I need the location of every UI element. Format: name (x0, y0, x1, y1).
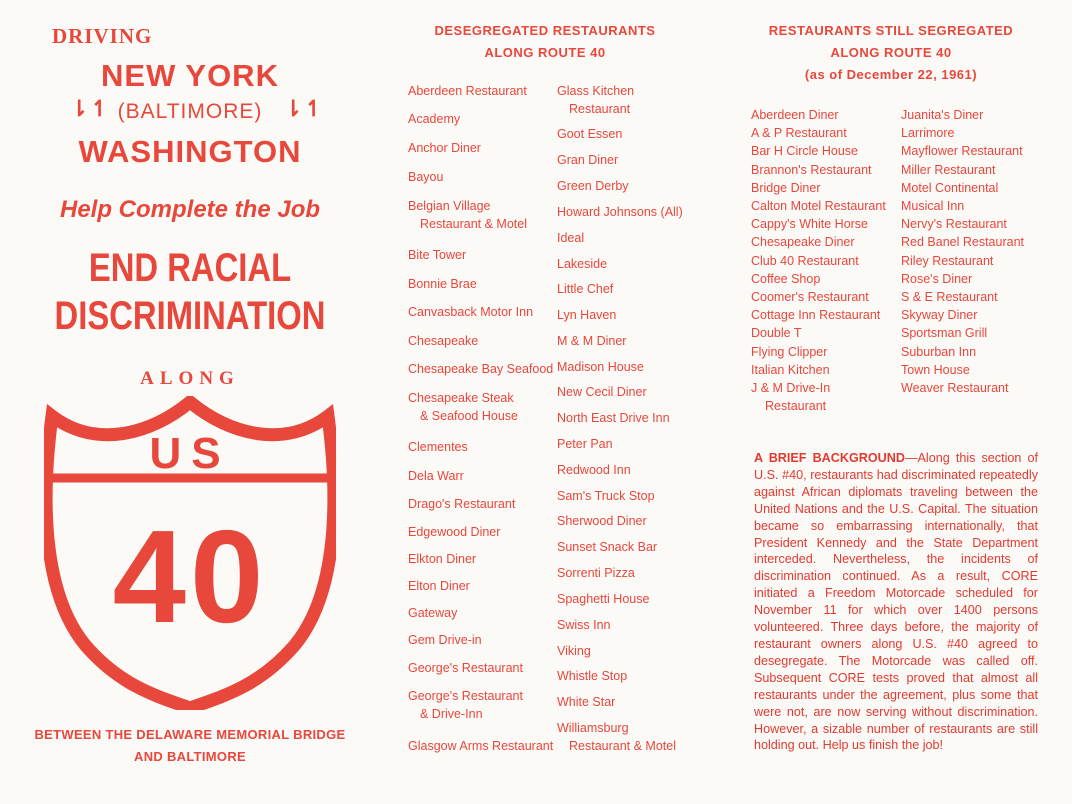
restaurant-name: Lyn Haven (557, 308, 617, 322)
restaurant-item (751, 252, 901, 270)
restaurant-name: Aberdeen Diner (751, 108, 839, 122)
restaurant-name: Madison House (557, 360, 644, 374)
restaurant-item (557, 203, 683, 221)
restaurant-item (557, 667, 627, 685)
restaurant-name: Drago's Restaurant (408, 497, 516, 511)
desegregated-heading-line-2: ALONG ROUTE 40 (484, 45, 606, 60)
restaurant-item (751, 270, 901, 288)
restaurant-item (408, 687, 523, 723)
restaurant-name: New Cecil Diner (557, 385, 647, 399)
segregated-heading (760, 20, 1022, 86)
segregated-list-col-2 (901, 106, 1051, 397)
restaurant-item (408, 467, 464, 485)
restaurant-item (901, 288, 1051, 306)
restaurant-name-continued: Restaurant & Motel (569, 739, 676, 753)
restaurant-name: Chesapeake (408, 334, 479, 348)
restaurant-item (557, 487, 655, 505)
restaurant-name: Sportsman Grill (901, 326, 988, 341)
restaurant-item (751, 106, 901, 124)
segregated-date-note: (as of December 22, 1961) (804, 67, 978, 82)
restaurant-name: Bar H Circle House (751, 144, 858, 159)
restaurant-name: Sam's Truck Stop (557, 489, 655, 503)
restaurant-item (751, 179, 901, 197)
restaurant-name: Swiss Inn (557, 618, 611, 632)
restaurant-name: Calton Motel Restaurant (751, 199, 886, 214)
restaurant-name: Chesapeake Diner (751, 235, 855, 250)
restaurant-item (557, 512, 647, 530)
restaurant-item (557, 590, 649, 608)
restaurant-name: Sherwood Diner (557, 514, 647, 528)
restaurant-item (557, 461, 631, 479)
restaurant-name: Goot Essen (557, 127, 623, 141)
restaurant-name: Riley Restaurant (901, 253, 994, 268)
restaurant-name: Miller Restaurant (901, 162, 996, 177)
restaurant-name: Coffee Shop (751, 271, 821, 286)
restaurant-item (751, 215, 901, 233)
restaurant-item (901, 215, 1051, 233)
restaurant-name: Clementes (408, 440, 468, 454)
restaurant-name: Aberdeen Restaurant (408, 84, 527, 98)
new-york-heading: NEW YORK (101, 58, 279, 93)
restaurant-item (557, 538, 657, 556)
restaurant-name: Gran Diner (557, 153, 619, 167)
restaurant-name: Ideal (557, 231, 585, 245)
restaurant-name: White Star (557, 695, 616, 709)
restaurant-name: Canvasback Motor Inn (408, 305, 534, 319)
restaurant-item (408, 197, 527, 233)
restaurant-name: Peter Pan (557, 437, 613, 451)
restaurant-item (751, 343, 901, 361)
restaurant-item (901, 142, 1051, 160)
restaurant-name: Flying Clipper (751, 344, 828, 359)
restaurant-name: Gem Drive-in (408, 633, 482, 647)
restaurant-item (901, 324, 1051, 342)
segregated-heading-line-1: RESTAURANTS STILL SEGREGATED (768, 23, 1014, 38)
driving-heading: DRIVING (52, 24, 153, 48)
restaurant-item (408, 737, 553, 755)
restaurant-item (557, 82, 634, 118)
restaurant-item (408, 303, 533, 321)
restaurant-item (557, 306, 616, 324)
restaurant-name: Bonnie Brae (408, 277, 477, 291)
restaurant-item (751, 361, 901, 379)
restaurant-name: Williamsburg (557, 721, 629, 735)
background-lead: A BRIEF BACKGROUND (754, 451, 905, 465)
restaurant-item (901, 306, 1051, 324)
restaurant-name: Spaghetti House (557, 592, 650, 606)
shield-number-text: 40 (112, 503, 268, 650)
restaurant-name: George's Restaurant (408, 689, 523, 703)
restaurant-name: Glass Kitchen (557, 84, 635, 98)
restaurant-name: Chesapeake Bay Seafood (408, 362, 554, 376)
restaurant-name: Town House (901, 362, 970, 377)
restaurant-item (557, 125, 622, 143)
restaurant-item (557, 151, 618, 169)
restaurant-item (751, 306, 901, 324)
segregated-heading-line-2: ALONG ROUTE 40 (830, 45, 952, 60)
restaurant-name: George's Restaurant (408, 661, 523, 675)
restaurant-name: North East Drive Inn (557, 411, 670, 425)
along-label: ALONG (140, 368, 240, 389)
restaurant-item (901, 343, 1051, 361)
restaurant-item (408, 659, 523, 677)
restaurant-item (901, 161, 1051, 179)
restaurant-item (751, 288, 901, 306)
restaurant-item (901, 233, 1051, 251)
restaurant-item (408, 389, 518, 425)
end-racial-heading: END RACIAL (88, 246, 292, 290)
restaurant-name: Nervy's Restaurant (901, 217, 1007, 232)
restaurant-item (901, 270, 1051, 288)
restaurant-item (901, 252, 1051, 270)
restaurant-name: Bridge Diner (751, 180, 821, 195)
restaurant-item (751, 142, 901, 160)
restaurant-item (557, 409, 670, 427)
restaurant-item (901, 106, 1051, 124)
restaurant-name: Chesapeake Steak (408, 391, 514, 405)
restaurant-name: M & M Diner (557, 334, 627, 348)
restaurant-item (408, 82, 527, 100)
restaurant-name: Club 40 Restaurant (751, 253, 859, 268)
restaurant-item (751, 161, 901, 179)
background-paragraph (754, 450, 1038, 754)
restaurant-name: Edgewood Diner (408, 525, 501, 539)
restaurant-item (557, 177, 629, 195)
restaurant-item (557, 229, 584, 247)
restaurant-item (751, 233, 901, 251)
restaurant-item (557, 642, 591, 660)
restaurant-item (557, 693, 615, 711)
restaurant-name: Weaver Restaurant (901, 381, 1009, 396)
restaurant-item (901, 197, 1051, 215)
restaurant-item (557, 616, 611, 634)
restaurant-item (557, 332, 626, 350)
restaurant-name: Viking (557, 644, 591, 658)
restaurant-item (901, 179, 1051, 197)
restaurant-name: Whistle Stop (557, 669, 628, 683)
baltimore-heading: (BALTIMORE) (117, 100, 263, 123)
restaurant-name: Rose's Diner (901, 271, 973, 286)
restaurant-name: Double T (751, 326, 802, 341)
restaurant-item (408, 332, 478, 350)
restaurant-item (408, 139, 481, 157)
restaurant-name: Motel Continental (901, 180, 999, 195)
restaurant-item (408, 577, 470, 595)
between-line-1: BETWEEN THE DELAWARE MEMORIAL BRIDGE (34, 727, 346, 742)
restaurant-item (557, 358, 644, 376)
restaurant-item (408, 168, 443, 186)
restaurant-item (557, 280, 613, 298)
restaurant-name: Lakeside (557, 257, 608, 271)
restaurant-name: Brannon's Restaurant (751, 162, 872, 177)
us-40-shield-icon (44, 396, 336, 710)
restaurant-item (751, 379, 901, 415)
desegregated-heading-line-1: DESEGREGATED RESTAURANTS (434, 23, 656, 38)
restaurant-name: Larrimore (901, 126, 955, 141)
restaurant-name: Belgian Village (408, 199, 491, 213)
help-slogan: Help Complete the Job (59, 196, 321, 223)
restaurant-name: Academy (408, 112, 461, 126)
restaurant-item (901, 124, 1051, 142)
restaurant-item (408, 360, 553, 378)
restaurant-name: Green Derby (557, 179, 629, 193)
restaurant-item (751, 324, 901, 342)
restaurant-name: Skyway Diner (901, 308, 978, 323)
restaurant-name: Juanita's Diner (901, 108, 984, 122)
restaurant-name-continued: Restaurant (569, 102, 631, 116)
arrows-left-icon: ⇂↿ (70, 96, 111, 121)
restaurant-item (557, 383, 647, 401)
restaurant-name-continued: & Seafood House (420, 409, 518, 423)
restaurant-item (408, 246, 466, 264)
restaurant-item (408, 631, 482, 649)
restaurant-item (751, 124, 901, 142)
restaurant-item (557, 435, 613, 453)
restaurant-name-continued: & Drive-Inn (420, 707, 483, 721)
restaurant-name: Redwood Inn (557, 463, 631, 477)
restaurant-name: Howard Johnsons (All) (557, 205, 683, 219)
restaurant-name: Little Chef (557, 282, 614, 296)
restaurant-item (408, 604, 457, 622)
restaurant-name: Gateway (408, 606, 458, 620)
between-caption (0, 724, 380, 768)
washington-heading: WASHINGTON (78, 134, 302, 169)
desegregated-heading (420, 20, 670, 64)
background-text: —Along this section of U.S. #40, restaurants had discriminated repeatedly against African diplomats traveling between the United Nations and the U.S. Capital. The situation became so embarrassing internationally, that President Kennedy and the State Department interceded. Nevertheless, the incidents of discrimination continued. As a result, CORE initiated a Freedom Motorcade scheduled for November 11 for which over 1400 persons volunteered. Three days before, the majority of restaurant owners along U.S. #40 agreed to desegregate. The Motorcade was called off. Subsequent CORE tests proved that almost all restaurants under the agreement, plus some that were not, are now serving without discrimination. However, a sizable number of restaurants are still holding out. Help us finish the job! (754, 451, 1038, 753)
restaurant-item (408, 438, 468, 456)
restaurant-item (408, 495, 515, 513)
restaurant-name: Elkton Diner (408, 552, 477, 566)
restaurant-name: Glasgow Arms Restaurant (408, 739, 554, 753)
restaurant-name: Musical Inn (901, 199, 965, 214)
restaurant-name: A & P Restaurant (751, 126, 847, 141)
restaurant-item (901, 379, 1051, 397)
restaurant-name: J & M Drive-In (751, 381, 831, 396)
restaurant-name: Italian Kitchen (751, 362, 830, 377)
restaurant-item (408, 523, 500, 541)
restaurant-name: Coomer's Restaurant (751, 290, 869, 305)
restaurant-name: Dela Warr (408, 469, 464, 483)
segregated-list-col-1 (751, 106, 901, 415)
restaurant-item (557, 255, 607, 273)
restaurant-item (901, 361, 1051, 379)
restaurant-name: Sunset Snack Bar (557, 540, 658, 554)
cover-panel (0, 0, 380, 804)
restaurant-name: Sorrenti Pizza (557, 566, 635, 580)
restaurant-name: Elton Diner (408, 579, 470, 593)
restaurant-item (751, 197, 901, 215)
restaurant-name-continued: Restaurant & Motel (420, 217, 527, 231)
restaurant-name: Mayflower Restaurant (901, 144, 1023, 159)
restaurant-item (557, 719, 676, 755)
restaurant-item (408, 275, 477, 293)
arrows-right-icon: ⇂↿ (284, 96, 325, 121)
shield-us-text: US (149, 429, 231, 478)
restaurant-item (557, 564, 635, 582)
restaurant-name: Cottage Inn Restaurant (751, 308, 881, 323)
restaurant-item (408, 110, 460, 128)
restaurant-name: S & E Restaurant (901, 290, 998, 305)
restaurant-item (408, 550, 476, 568)
restaurant-name: Red Banel Restaurant (901, 235, 1024, 250)
discrimination-heading: DISCRIMINATION (54, 294, 326, 338)
restaurant-name: Suburban Inn (901, 344, 977, 359)
restaurant-name-continued: Restaurant (765, 399, 827, 414)
restaurant-name: Bite Tower (408, 248, 467, 262)
between-line-2: AND BALTIMORE (134, 749, 246, 764)
restaurant-name: Cappy's White Horse (751, 217, 869, 232)
restaurant-name: Anchor Diner (408, 141, 481, 155)
restaurant-name: Bayou (408, 170, 444, 184)
